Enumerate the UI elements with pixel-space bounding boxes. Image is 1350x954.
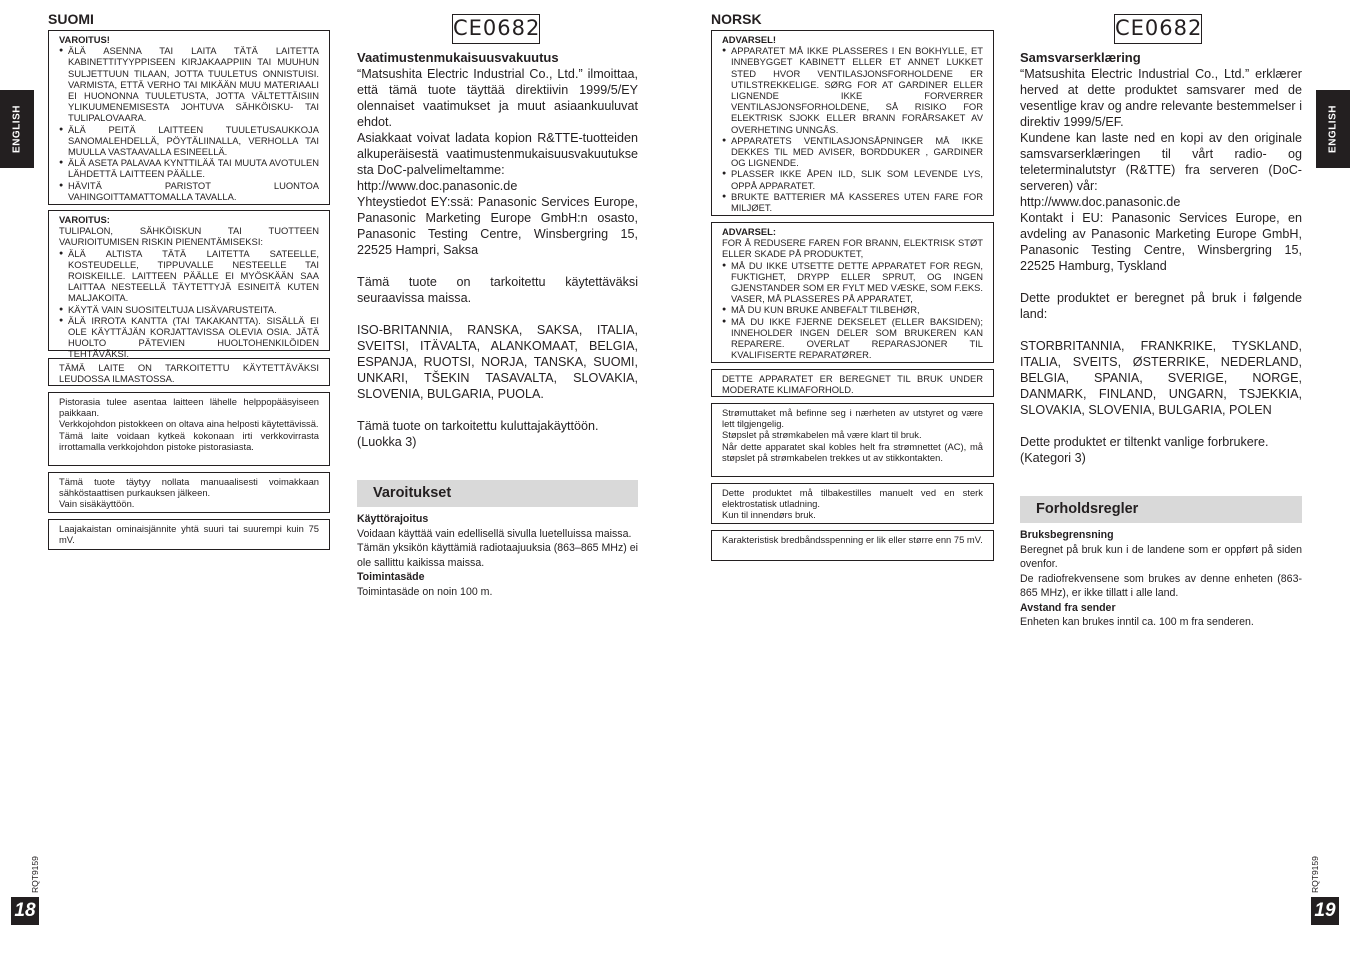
warning-box-2-right	[711, 222, 994, 363]
side-tab-label: ENGLISH	[1327, 105, 1339, 153]
socket-box-left	[48, 392, 330, 466]
warning-item: ● MÅ DU KUN BRUKE ANBEFALT TILBEHØR,	[722, 304, 983, 315]
declaration-countries: ISO-BRITANNIA, RANSKA, SAKSA, ITALIA, SVEITSI, ITÄVALTA, ALANKOMAAT, BELGIA, ESPANJA, RUOTSI, NORJA, TANSKA, SUOMI, UNKARI, TŠEKIN TASAVALTA, SLOVAKIA, SLOVENIA, BULGARIA, PUOLA.	[357, 323, 638, 401]
declaration-p4: Dette produktet er beregnet på bruk i følgende land:	[1020, 291, 1302, 321]
voltage-text: Laajakaistan ominaisjännite yhtä suuri tai suurempi kuin 75 mV.	[59, 523, 319, 546]
declaration-url[interactable]: http://www.doc.panasonic.de	[1020, 195, 1181, 209]
declaration-p1: “Matsushita Electric Industrial Co., Ltd.” erklærer herved at dette produktet samsvarer med de vesentlige krav og andre relevante bestemmelser i direktiv 1999/5/EF.	[1020, 67, 1302, 129]
language-heading-right: NORSK	[711, 11, 762, 27]
warning-item: ● ÄLÄ ASENNA TAI LAITA TÄTÄ LAITETTA KABINETTITYYPPISEEN KIRJAKAAPPIIN TAI MUUHUN SULJETTUUN TILAAN, JOTTA TUULETUS ONNISTUISI. VARMISTA, ETTÄ VERHO TAI MIKÄÄN MUU MATERIAALI EI HUONONNA TUULETUSTA, JOTTA VÄLTETTÄISIIN YLIKUUMENEMISESTA JOHTUVA SÄHKÖISKU- TAI TULIPALOVAARA.	[59, 45, 319, 123]
reset-box-left	[48, 472, 330, 513]
voltage-box-left	[48, 519, 330, 550]
declaration-p6: Dette produktet er tiltenkt vanlige forbrukere. (Kategori 3)	[1020, 435, 1269, 465]
declaration-p6: Tämä tuote on tarkoitettu kuluttajakäyttöön. (Luokka 3)	[357, 419, 599, 449]
precaution-text-1: Voidaan käyttää vain edellisellä sivulla luetelluissa maissa.	[357, 527, 632, 540]
declaration-heading: Samsvarserklæring	[1020, 50, 1141, 65]
precautions-right	[1020, 528, 1302, 630]
socket-box-right	[711, 403, 994, 477]
precaution-heading-2: Avstand fra sender	[1020, 601, 1116, 614]
precaution-heading-2: Toimintasäde	[357, 571, 425, 583]
warning-item: ● PLASSER IKKE ÅPEN ILD, SLIK SOM LEVENDE LYS, OPPÅ APPARATET.	[722, 168, 983, 190]
climate-text: DETTE APPARATET ER BEREGNET TIL BRUK UNDER MODERATE KLIMAFORHOLD.	[722, 373, 983, 396]
reset-text-1: Tämä tuote täytyy nollata manuaalisesti voimakkaan sähköstaattisen purkauksen jälkeen.	[59, 476, 319, 499]
declaration-countries: STORBRITANNIA, FRANKRIKE, TYSKLAND, ITALIA, SVEITS, ØSTERRIKE, NEDERLAND, BELGIA, SPANIA, SVERIGE, NORGE, DANMARK, FINLAND, UNGARN, TSJEKKIA, SLOVAKIA, SLOVENIA, BULGARIA, POLEN	[1020, 339, 1302, 417]
climate-box-left	[48, 358, 330, 386]
warning-title: ADVARSEL!	[722, 34, 776, 45]
section-title-left: Varoitukset	[357, 480, 638, 507]
declaration-p4: Tämä tuote on tarkoitettu käytettäväksi seuraavissa maissa.	[357, 275, 638, 305]
socket-text-3: Når dette apparatet skal kobles helt fra strømnettet (AC), må støpslet på strømkabelen trekkes ut av stikkontakten.	[722, 440, 983, 463]
socket-text-2: Støpslet på strømkabelen må være klart til bruk.	[722, 429, 922, 441]
climate-box-right	[711, 369, 994, 397]
side-tab-left	[0, 90, 34, 168]
language-heading-left: SUOMI	[48, 11, 94, 27]
warning-item: ● ÄLÄ ALTISTA TÄTÄ LAITETTA SATEELLE, KOSTEUDELLE, TIPPUVALLE NESTEELLE TAI ROISKEILLE. LAITTEEN PÄÄLLE EI MYÖSKÄÄN SAA LAITTAA NESTEELLÄ TÄYTETTYJÄ ESINEITÄ KUTEN MALJAKOITA.	[59, 248, 319, 304]
reset-text-2: Vain sisäkäyttöön.	[59, 498, 135, 510]
warning-item: ● MÅ DU IKKE UTSETTE DETTE APPARATET FOR REGN, FUKTIGHET, DRYPP ELLER SPRUT, OG INGEN GJENSTANDER SOM ER FYLT MED VÆSKE, SOM F.EKS. VASER, MÅ PLASSERES PÅ APPARATET,	[722, 260, 983, 305]
warning-intro: FOR Å REDUSERE FAREN FOR BRANN, ELEKTRISK STØT ELLER SKADE PÅ PRODUKTET,	[722, 237, 983, 260]
precaution-text-2: De radiofrekvensene som brukes av denne enheten (863-865 MHz), er ikke tillatt i alle land.	[1020, 572, 1302, 599]
declaration-p1: “Matsushita Electric Industrial Co., Ltd.” ilmoittaa, että tämä tuote täyttää direktiivin 1999/5/EY olennaiset vaatimukset ja muut asiaankuuluvat ehdot.	[357, 67, 638, 129]
precaution-heading-1: Bruksbegrensning	[1020, 529, 1114, 541]
warning-item: ● HÄVITÄ PARISTOT LUONTOA VAHINGOITTAMATTOMALLA TAVALLA.	[59, 180, 319, 202]
side-tab-right	[1316, 90, 1350, 168]
climate-text: TÄMÄ LAITE ON TARKOITETTU KÄYTETTÄVÄKSI LEUDOSSA ILMASTOSSA.	[59, 362, 319, 385]
doc-code-right: RQT9159	[1310, 856, 1320, 893]
precautions-left	[357, 512, 638, 599]
declaration-p3: Yhteystiedot EY:ssä: Panasonic Services Europe, Panasonic Marketing Europe GmbH:n osasto, Panasonic Testing Centre, Winsbergring 15, 22525 Hampri, Saksa	[357, 195, 638, 257]
warning-item: ● ÄLÄ PEITÄ LAITTEEN TUULETUSAUKKOJA SANOMALEHDELLÄ, PÖYTÄLIINALLA, VERHOLLA TAI MUULLA VASTAAVALLA ESINEELLÄ.	[59, 124, 319, 158]
warning-item: ● BRUKTE BATTERIER MÅ KASSERES UTEN FARE FOR MILJØET.	[722, 191, 983, 213]
precaution-text-3: Toimintasäde on noin 100 m.	[357, 585, 493, 598]
precaution-text-2: Tämän yksikön käyttämiä radiotaajuuksia (863–865 MHz) ei ole sallittu kaikissa maissa.	[357, 542, 638, 569]
declaration-p2: Kundene kan laste ned en kopi av den originale samsvarserklæringen til vårt radio- og teleterminalutstyr (R&TTE) fra serveren (DoC-serveren) vår:	[1020, 131, 1302, 193]
warning-item: ● KÄYTÄ VAIN SUOSITELTUJA LISÄVARUSTEITA.	[59, 304, 319, 315]
declaration-url[interactable]: http://www.doc.panasonic.de	[357, 179, 518, 193]
page-number-right: 19	[1311, 897, 1339, 925]
precaution-text-3: Enheten kan brukes inntil ca. 100 m fra senderen.	[1020, 616, 1254, 628]
page-number-left: 18	[11, 897, 39, 925]
ce-mark-right: CE0682	[1114, 14, 1202, 44]
reset-text-2: Kun til innendørs bruk.	[722, 509, 816, 521]
doc-code-left: RQT9159	[30, 856, 40, 893]
warning-item: ● APPARATET MÅ IKKE PLASSERES I EN BOKHYLLE, ET INNEBYGGET KABINETT ELLER ET ANNET LUKKET STED HVOR VENTILASJONSFORHOLDENE ER UTILSTREKKELIGE. SØRG FOR AT GARDINER ELLER LIGNENDE IKKE FORVERRER VENTILASJONSFORHOLDENE, SÅ RISIKO FOR ELEKTRISK SJOKK ELLER BRANN FORÅRSAKET AV OVERHETING UNNGÅS.	[722, 45, 983, 135]
warning-item: ● APPARATETS VENTILASJONSÅPNINGER MÅ IKKE DEKKES TIL MED AVISER, BORDDUKER , GARDINER OG LIGNENDE.	[722, 135, 983, 169]
warning-intro: TULIPALON, SÄHKÖISKUN TAI TUOTTEEN VAURIOITUMISEN RISKIN PIENENTÄMISEKSI:	[59, 225, 319, 248]
warning-item: ● MÅ DU IKKE FJERNE DEKSELET (ELLER BAKSIDEN); INNEHOLDER INGEN DELER SOM BRUKEREN KAN REPARERE. OVERLAT REPARASJONER TIL KVALIFISERTE REPARATØRER.	[722, 316, 983, 361]
reset-box-right	[711, 483, 994, 524]
warning-title: VAROITUS:	[59, 214, 110, 225]
socket-text-1: Pistorasia tulee asentaa laitteen lähelle helppopääsyiseen paikkaan.	[59, 396, 319, 419]
precaution-heading-1: Käyttörajoitus	[357, 513, 429, 525]
warning-box-1-left	[48, 30, 330, 205]
declaration-heading: Vaatimustenmukaisuusvakuutus	[357, 50, 559, 65]
side-tab-label: ENGLISH	[11, 105, 23, 153]
declaration-p2: Asiakkaat voivat ladata kopion R&TTE-tuotteiden alkuperäisestä vaatimustenmukaisuusvakuutukse sta DoC-palvelimeltamme:	[357, 131, 638, 177]
socket-text-2: Verkkojohdon pistokkeen on oltava aina helposti käytettävissä.	[59, 418, 319, 430]
voltage-box-right	[711, 530, 994, 561]
warning-box-1-right	[711, 30, 994, 216]
warning-box-2-left	[48, 210, 330, 360]
precaution-text-1: Beregnet på bruk kun i de landene som er oppført på siden ovenfor.	[1020, 543, 1302, 570]
section-title-right: Forholdsregler	[1020, 496, 1302, 523]
warning-item: ● ÄLÄ IRROTA KANTTA (TAI TAKAKANTTA). SISÄLLÄ EI OLE KÄYTTÄJÄN KORJATTAVISSA OLEVIA OSIA. JÄTÄ HUOLTO PÄTEVIEN HUOLTOHENKILÖIDEN TEHTÄVÄKSI.	[59, 315, 319, 360]
voltage-text: Karakteristisk bredbåndsspenning er lik eller større enn 75 mV.	[722, 534, 983, 545]
socket-text-3: Tämä laite voidaan kytkeä kokonaan irti verkkovirrasta irrottamalla verkkojohdon pistoke pistorasiasta.	[59, 429, 319, 452]
declaration-right	[1020, 50, 1302, 466]
socket-text-1: Strømuttaket må befinne seg i nærheten av utstyret og være lett tilgjengelig.	[722, 407, 983, 430]
ce-mark-left: CE0682	[452, 14, 540, 44]
reset-text-1: Dette produktet må tilbakestilles manuelt ved en sterk elektrostatisk utladning.	[722, 487, 983, 510]
declaration-p3: Kontakt i EU: Panasonic Services Europe, en avdeling av Panasonic Marketing Europe GmbH, Panasonic Testing Centre, Winsbergring 15, 22525 Hamburg, Tyskland	[1020, 211, 1302, 273]
warning-title: ADVARSEL:	[722, 226, 776, 237]
warning-item: ● ÄLÄ ASETA PALAVAA KYNTTILÄÄ TAI MUUTA AVOTULEN LÄHDETTÄ LAITTEEN PÄÄLLE.	[59, 157, 319, 179]
warning-title: VAROITUS!	[59, 34, 110, 45]
declaration-left	[357, 50, 638, 450]
